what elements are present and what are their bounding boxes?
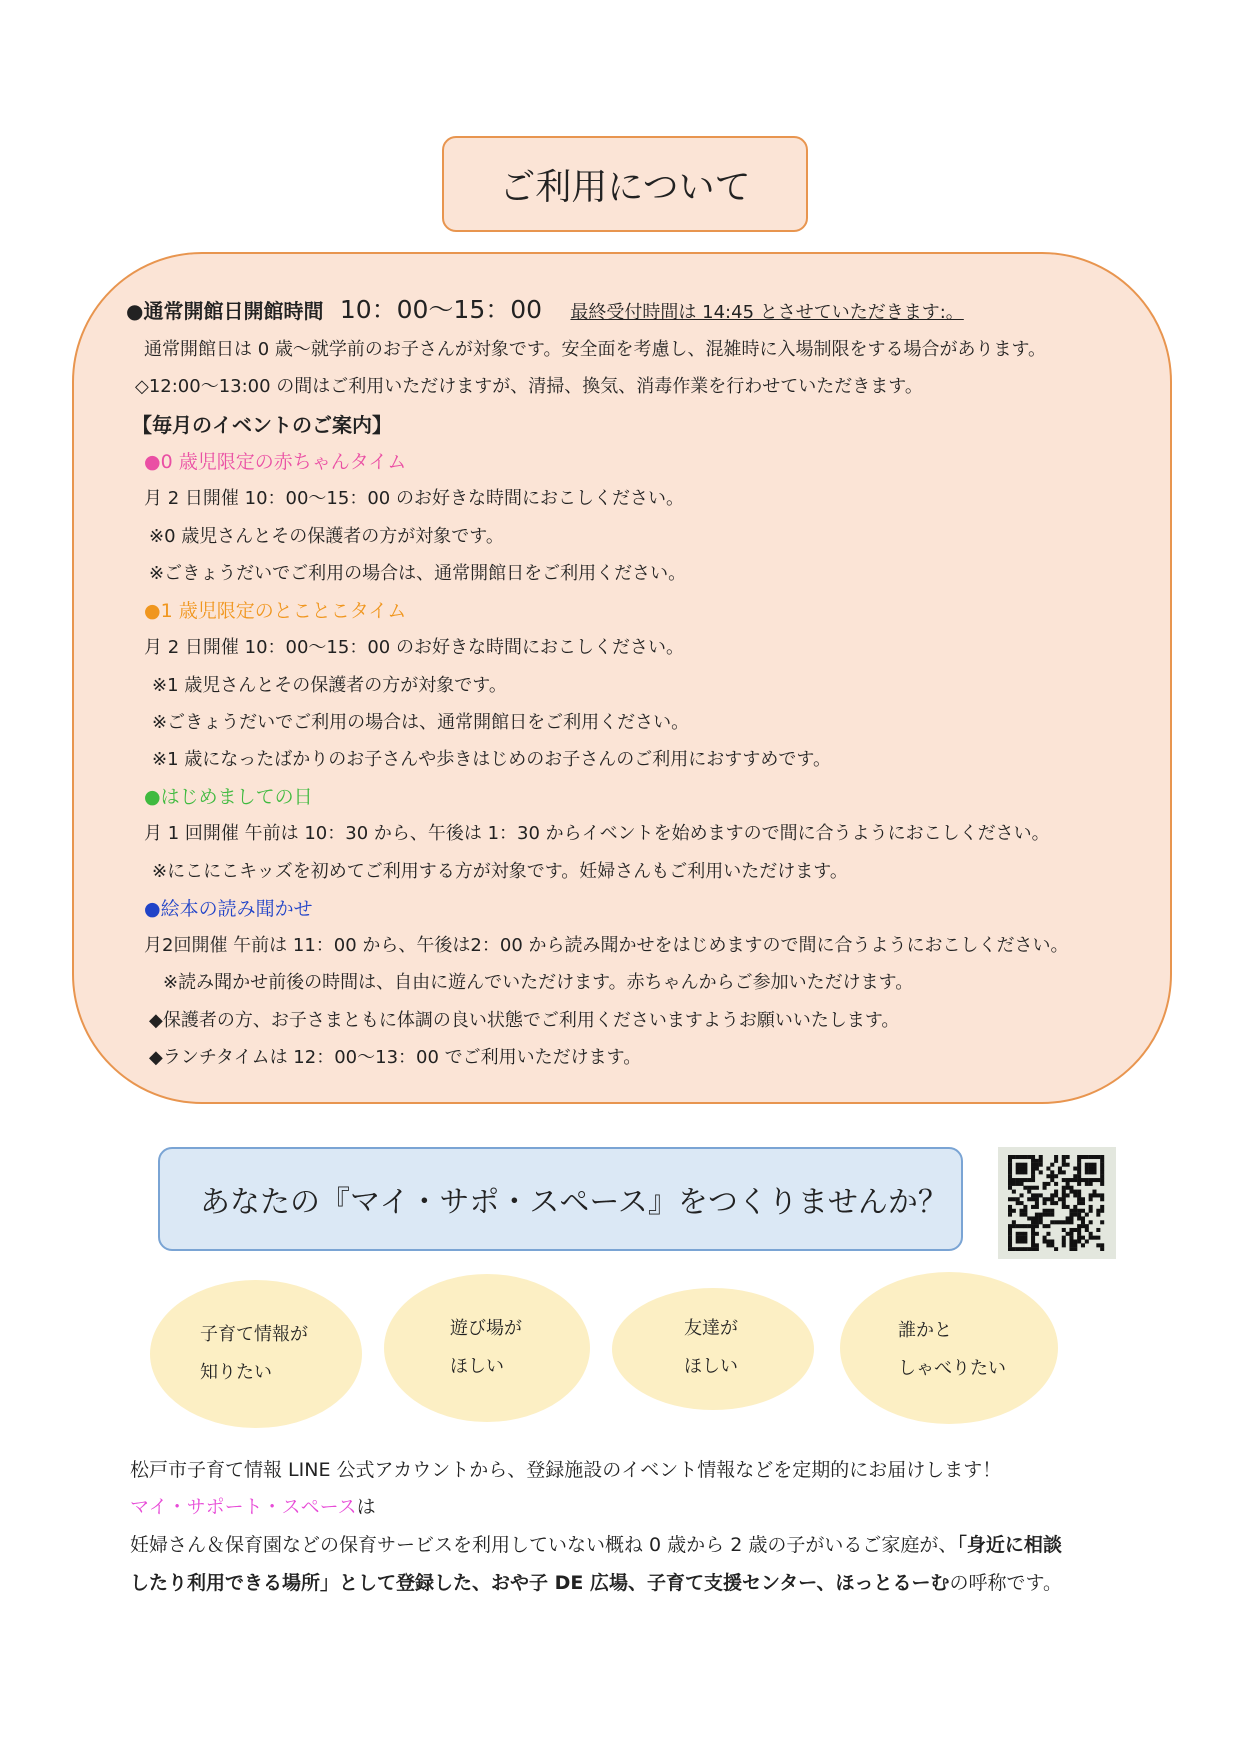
event-line: ※にこにこキッズを初めてご利用する方が対象です。妊婦さんもご利用いただけます。 xyxy=(152,861,848,882)
event-line: 月 1 回開催 午前は 10：30 から、午後は 1：30 からイベントを始めますので間に合うようにおこしください。 xyxy=(144,823,1050,844)
bubble-text: ほしい xyxy=(450,1356,504,1377)
bubble-text: 友達が xyxy=(684,1318,738,1339)
hours-time: 10：00～15：00 xyxy=(339,295,543,324)
closing-line: ◆ランチタイムは 12：00～13：00 でご利用いただけます。 xyxy=(149,1047,642,1068)
qr-code-icon xyxy=(998,1147,1116,1259)
my-support-space-name: マイ・サポート・スペース xyxy=(130,1496,357,1518)
bubble-text: ほしい xyxy=(684,1356,738,1377)
bubble-text: しゃべりたい xyxy=(898,1358,1006,1379)
event-title-first-day: ●はじめましての日 xyxy=(144,786,313,808)
intro-line: 通常開館日は 0 歳～就学前のお子さんが対象です。安全面を考慮し、混雑時に入場制限をする場合があります。 xyxy=(144,339,1047,360)
bubble-text: 子育て情報が xyxy=(200,1324,308,1345)
event-line: ※0 歳児さんとその保護者の方が対象です。 xyxy=(149,526,504,547)
bubble-info xyxy=(150,1280,362,1428)
hours-heading: ●通常開館日開館時間 xyxy=(126,299,324,323)
footer-line xyxy=(130,1492,376,1519)
footer-bold-text: したり利用できる場所」として登録した、おや子 DE 広場、子育て支援センター、ほっとるーむ xyxy=(130,1572,950,1594)
banner-text: あなたの『マイ・サポ・スペース』をつくりませんか？ xyxy=(200,1185,948,1220)
event-line: ※1 歳になったばかりのお子さんや歩きはじめのお子さんのご利用におすすめです。 xyxy=(152,749,831,770)
event-line: ※ごきょうだいでご利用の場合は、通常開館日をご利用ください。 xyxy=(149,563,687,584)
footer-text: 妊婦さん＆保育園などの保育サービスを利用していない概ね 0 歳から 2 歳の子がいるご家庭が、 xyxy=(130,1534,958,1556)
footer-text: の呼称です。 xyxy=(949,1572,1062,1594)
event-line: 月 2 日開催 10：00～15：00 のお好きな時間におこしください。 xyxy=(144,637,684,658)
bubble-friends xyxy=(612,1288,814,1410)
event-line: 月 2 日開催 10：00～15：00 のお好きな時間におこしください。 xyxy=(144,488,684,509)
bubble-text: 知りたい xyxy=(200,1362,272,1383)
events-heading: 【毎月のイベントのご案内】 xyxy=(132,413,392,437)
footer-text: は xyxy=(356,1496,376,1518)
event-line: ※読み聞かせ前後の時間は、自由に遊んでいただけます。赤ちゃんからご参加いただけます。 xyxy=(163,972,914,993)
footer-line xyxy=(130,1568,1062,1595)
bubble-talk xyxy=(840,1272,1058,1424)
event-title-storytime: ●絵本の読み聞かせ xyxy=(144,898,313,920)
my-support-space-banner xyxy=(158,1147,963,1251)
footer-line xyxy=(130,1530,1062,1557)
page-title: ご利用について xyxy=(442,136,808,232)
intro-line: ◇12:00～13:00 の間はご利用いただけますが、清掃、換気、消毒作業を行わせていただきます。 xyxy=(135,376,923,397)
hours-line xyxy=(126,295,964,325)
event-line: ※ごきょうだいでご利用の場合は、通常開館日をご利用ください。 xyxy=(152,712,690,733)
bubble-playground xyxy=(384,1274,590,1422)
footer-bold-text: 「身近に相談 xyxy=(957,1534,1062,1556)
bubble-text: 誰かと xyxy=(898,1320,952,1341)
bubble-text: 遊び場が xyxy=(450,1318,522,1339)
event-title-baby-time: ●0 歳児限定の赤ちゃんタイム xyxy=(144,451,407,473)
footer-line: 松戸市子育て情報 LINE 公式アカウントから、登録施設のイベント情報などを定期的にお届けします！ xyxy=(130,1459,1002,1481)
event-line: 月2回開催 午前は 11：00 から、午後は2：00 から読み聞かせをはじめますので間に合うようにおこしください。 xyxy=(144,935,1069,956)
closing-line: ◆保護者の方、お子さまともに体調の良い状態でご利用くださいますようお願いいたします。 xyxy=(149,1010,900,1031)
hours-note: 最終受付時間は 14:45 とさせていただきます:。 xyxy=(570,302,964,323)
event-title-toddler-time: ●1 歳児限定のとことこタイム xyxy=(144,600,407,622)
event-line: ※1 歳児さんとその保護者の方が対象です。 xyxy=(152,675,507,696)
